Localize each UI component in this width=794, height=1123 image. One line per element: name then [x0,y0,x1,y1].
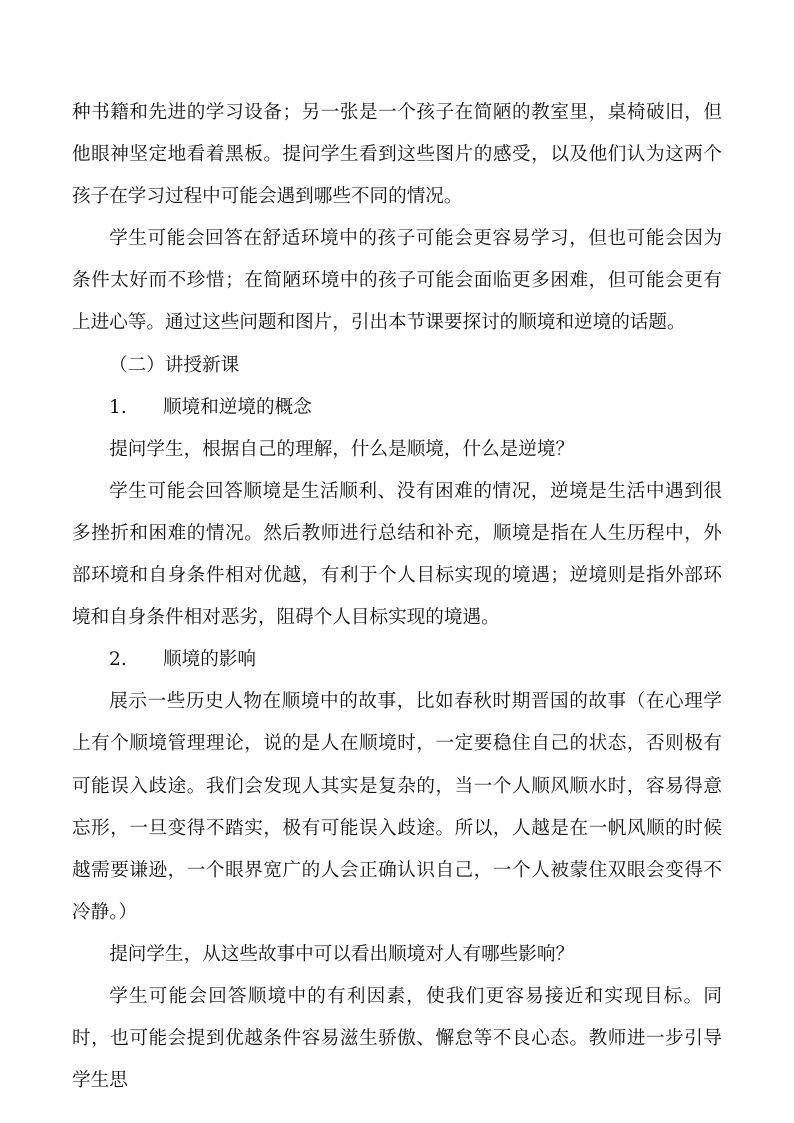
paragraph-question-influence: 提问学生，从这些故事中可以看出顺境对人有哪些影响？ [109,943,575,965]
heading-number: 1. [109,396,127,418]
paragraph-student-answer-influence: 学生可能会回答顺境中的有利因素，使我们更容易接近和实现目标。同时，也可能会提到优越条件容易滋生骄傲、懈怠等不良心态。教师进一步引导学生思 [72,985,722,1092]
heading-number: 2. [109,649,127,671]
section-heading-new-lesson: （二）讲授新课 [109,354,240,376]
paragraph-intro-continuation: 种书籍和先进的学习设备；另一张是一个孩子在简陋的教室里，桌椅破旧，但他眼神坚定地看着黑板。提问学生看到这些图片的感受，以及他们认为这两个孩子在学习过程中可能会遇到哪些不同的情况。 [72,102,722,208]
paragraph-historical-stories: 展示一些历史人物在顺境中的故事，比如春秋时期晋国的故事（在心理学上有个顺境管理理论，说的是人在顺境时，一定要稳住自己的状态，否则极有可能误入歧途。我们会发现人其实是复杂的，当一个人顺风顺水时，容易得意忘形，一旦变得不踏实，极有可能误入歧途。所以，人越是在一帆风顺的时候越需要谦逊，一个眼界宽广的人会正确认识自己，一个人被蒙住双眼会变得不冷静。） [72,691,722,923]
paragraph-student-answer-environment: 学生可能会回答在舒适环境中的孩子可能会更容易学习，但也可能会因为条件太好而不珍惜；在简陋环境中的孩子可能会面临更多困难，但可能会更有上进心等。通过这些问题和图片，引出本节课要探讨的顺境和逆境的话题。 [72,228,722,334]
document-body [72,92,722,1102]
paragraph-question-definition: 提问学生，根据自己的理解，什么是顺境，什么是逆境？ [109,438,575,460]
paragraph-definition-summary: 学生可能会回答顺境是生活顺利、没有困难的情况，逆境是生活中遇到很多挫折和困难的情况。然后教师进行总结和补充，顺境是指在人生历程中，外部环境和自身条件相对优越，有利于个人目标实现的境遇；逆境则是指外部环境和自身条件相对恶劣，阻碍个人目标实现的境遇。 [72,480,722,629]
numbered-heading-concepts [72,387,722,429]
heading-text: 顺境的影响 [163,649,256,671]
numbered-heading-prosperity-influence [72,639,722,681]
heading-text: 顺境和逆境的概念 [163,396,312,418]
